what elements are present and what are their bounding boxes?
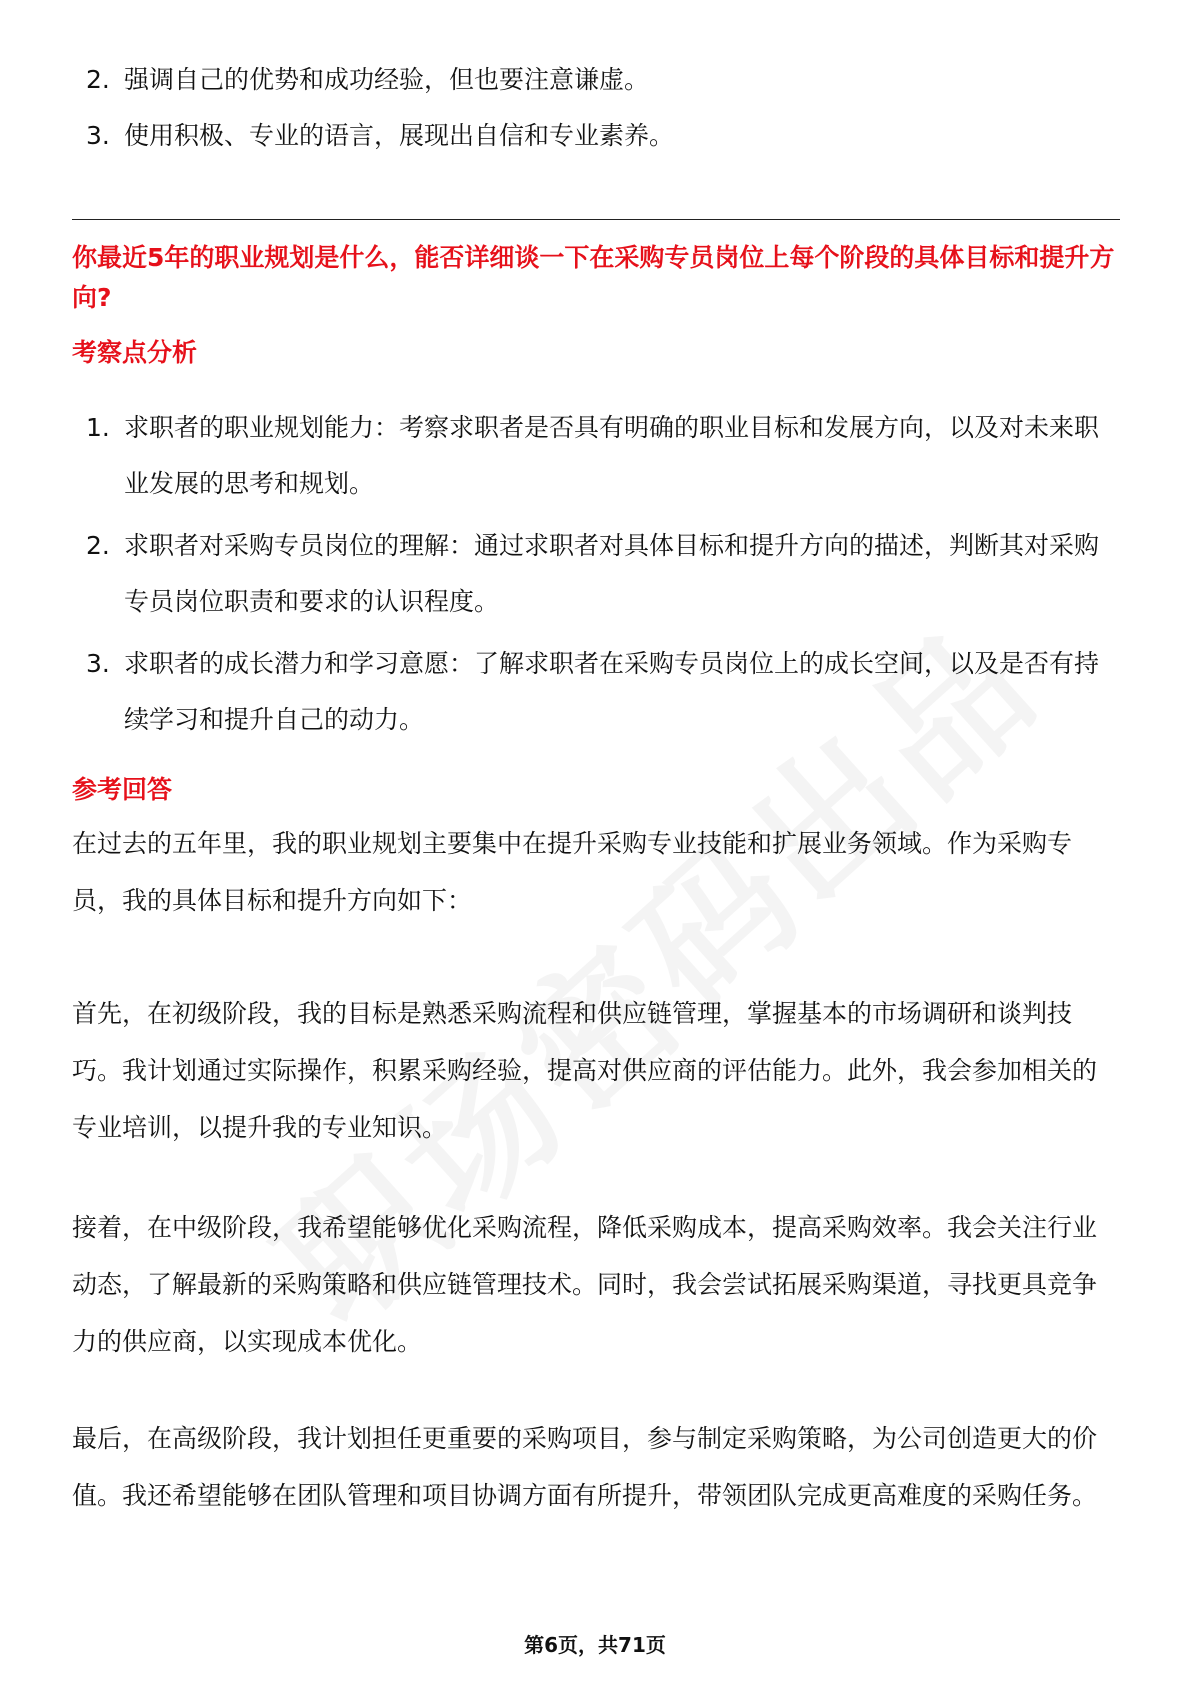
answer-paragraph: 在过去的五年里，我的职业规划主要集中在提升采购专业技能和扩展业务领域。作为采购专员，我的具体目标和提升方向如下： xyxy=(72,829,1073,915)
continued-tips-list xyxy=(72,52,1112,164)
answer-paragraph: 最后，在高级阶段，我计划担任更重要的采购项目，参与制定采购策略，为公司创造更大的价值。我还希望能够在团队管理和项目协调方面有所提升，带领团队完成更高难度的采购任务。 xyxy=(72,1424,1098,1510)
list-item: 3. 使用积极、专业的语言，展现出自信和专业素养。 xyxy=(86,121,675,150)
list-item: 3. 求职者的成长潜力和学习意愿：了解求职者在采购专员岗位上的成长空间，以及是否有持续学习和提升自己的动力。 xyxy=(86,649,1100,734)
answer-paragraph: 首先，在初级阶段，我的目标是熟悉采购流程和供应链管理，掌握基本的市场调研和谈判技巧。我计划通过实际操作，积累采购经验，提高对供应商的评估能力。此外，我会参加相关的专业培训，以提升我的专业知识。 xyxy=(72,999,1098,1142)
answer-heading: 参考回答 xyxy=(72,775,173,804)
list-item: 2. 求职者对采购专员岗位的理解：通过求职者对具体目标和提升方向的描述，判断其对采购专员岗位职责和要求的认识程度。 xyxy=(86,531,1100,616)
analysis-list xyxy=(72,400,1112,754)
page-number: 第6页，共71页 xyxy=(524,1633,666,1657)
answer-paragraph: 接着，在中级阶段，我希望能够优化采购流程，降低采购成本，提高采购效率。我会关注行业动态，了解最新的采购策略和供应链管理技术。同时，我会尝试拓展采购渠道，寻找更具竞争力的供应商，以实现成本优化。 xyxy=(72,1213,1098,1356)
list-item: 2. 强调自己的优势和成功经验，但也要注意谦虚。 xyxy=(86,65,650,94)
section-divider xyxy=(72,219,1120,220)
list-item: 1. 求职者的职业规划能力：考察求职者是否具有明确的职业目标和发展方向，以及对未来职业发展的思考和规划。 xyxy=(86,413,1100,498)
interview-question: 你最近5年的职业规划是什么，能否详细谈一下在采购专员岗位上每个阶段的具体目标和提升方向? xyxy=(72,243,1115,312)
analysis-heading: 考察点分析 xyxy=(72,338,198,367)
